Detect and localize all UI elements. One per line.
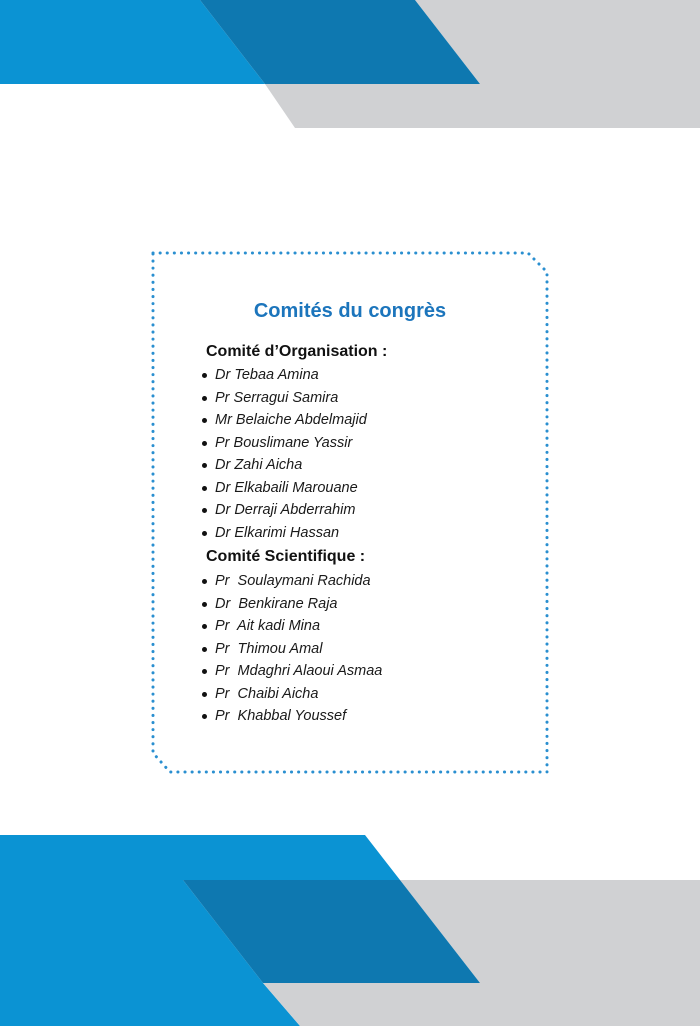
list-item: [200, 409, 367, 432]
list-item: [200, 615, 382, 638]
committees-panel: [150, 250, 550, 775]
bullet-icon: [202, 508, 207, 513]
organisation-heading: Comité d’Organisation :: [206, 343, 388, 360]
member-name: Dr Elkabaili Marouane: [215, 479, 358, 496]
member-name: Pr Serragui Samira: [215, 389, 339, 406]
member-name: Mr Belaiche Abdelmajid: [215, 412, 367, 428]
bullet-icon: [202, 463, 207, 468]
member-name: Pr Soulaymani Rachida: [215, 573, 371, 589]
member-name: Pr Ait kadi Mina: [215, 618, 321, 634]
bullet-icon: [202, 418, 207, 423]
list-item: [200, 499, 367, 522]
bullet-icon: [202, 486, 207, 491]
member-name: Dr Zahi Aicha: [215, 457, 303, 473]
scientifique-member-list: [200, 570, 382, 728]
bullet-icon: [202, 531, 207, 536]
member-name: Pr Mdaghri Alaoui Asmaa: [215, 663, 383, 679]
list-item: [200, 638, 382, 661]
member-name: Dr Benkirane Raja: [215, 595, 338, 612]
member-name: Pr Thimou Amal: [215, 640, 323, 657]
member-name: Dr Derraji Abderrahim: [215, 502, 356, 518]
member-name: Pr Chaibi Aicha: [215, 685, 319, 702]
member-name: Dr Elkarimi Hassan: [215, 524, 340, 541]
bullet-icon: [202, 647, 207, 652]
bullet-icon: [202, 692, 207, 697]
member-name: Pr Bouslimane Yassir: [215, 434, 353, 451]
list-item: [200, 454, 367, 477]
list-item: [200, 593, 382, 616]
list-item: [200, 570, 382, 593]
bullet-icon: [202, 624, 207, 629]
member-name: Dr Tebaa Amina: [215, 367, 319, 383]
bullet-icon: [202, 441, 207, 446]
bullet-icon: [202, 579, 207, 584]
list-item: [200, 705, 382, 728]
bullet-icon: [202, 396, 207, 401]
list-item: [200, 364, 367, 387]
list-item: [200, 432, 367, 455]
list-item: [200, 683, 382, 706]
list-item: [200, 387, 367, 410]
page-title: Comités du congrès: [253, 300, 447, 322]
bullet-icon: [202, 373, 207, 378]
bullet-icon: [202, 669, 207, 674]
list-item: [200, 522, 367, 545]
organisation-member-list: [200, 364, 367, 544]
list-item: [200, 477, 367, 500]
list-item: [200, 660, 382, 683]
scientifique-heading: Comité Scientifique :: [206, 548, 366, 565]
member-name: Pr Khabbal Youssef: [215, 708, 347, 724]
bullet-icon: [202, 602, 207, 607]
bullet-icon: [202, 714, 207, 719]
